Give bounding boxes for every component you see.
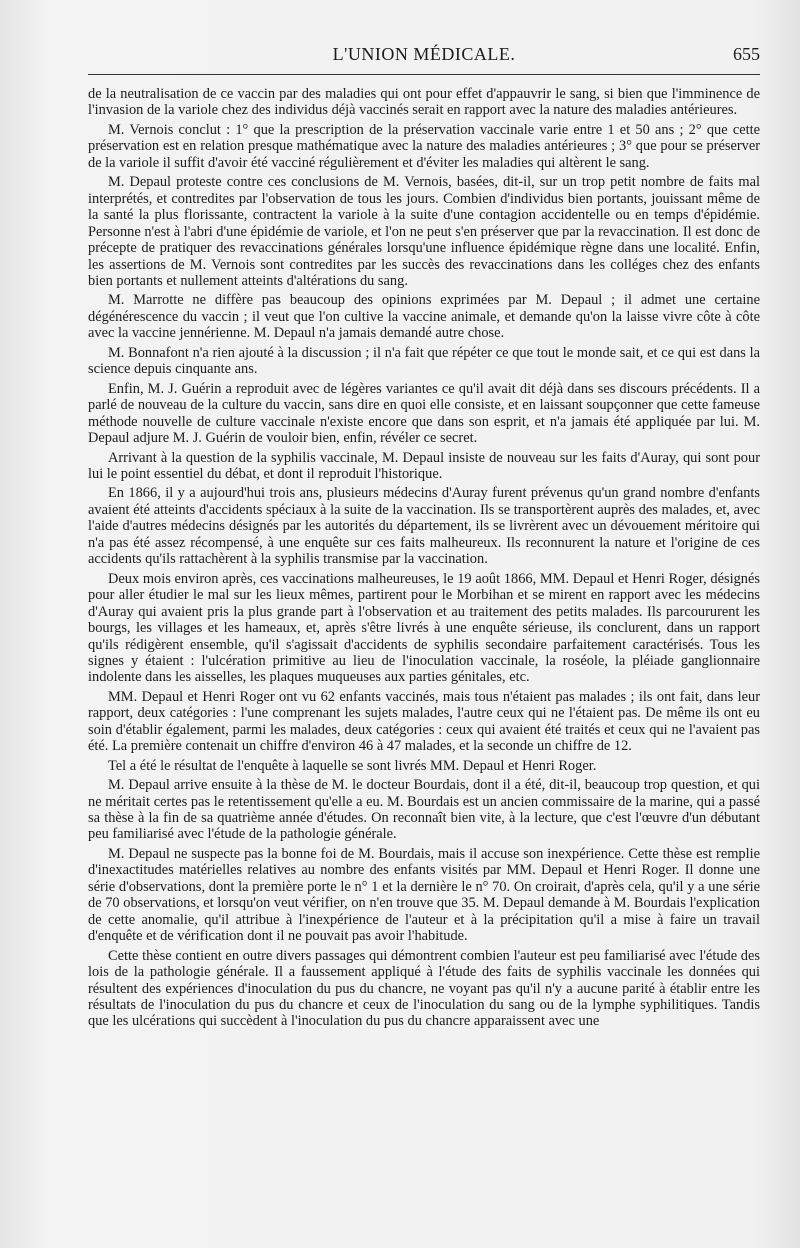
paragraph-13: M. Depaul ne suspecte pas la bonne foi de M. Bourdais, mais il accuse son inexpérience. Cette thèse est remplie d'inexactitudes matérielles relatives au nombre des enfants visités par MM. Depaul et Henri Roger. Il donne une série d'observations, dont la première porte le n° 1 et la dernière le n° 70. On croirait, d'après cela, qu'il y a une série de 70 observations, et lorsqu'on veut vérifier, on n'en trouve que 35. M. Depaul demande à M. Bourdais l'explication de cette anomalie, qu'il attribue à l'inexpérience de l'auteur et à la précipitation qu'il a mise à faire un travail d'enquête et de vérification dont il ne pouvait pas avoir l'habitude. bbox=[88, 845, 760, 945]
running-header bbox=[88, 44, 760, 70]
journal-title: L'UNION MÉDICALE. bbox=[332, 44, 516, 64]
header-rule bbox=[88, 74, 760, 75]
paragraph-8: En 1866, il y a aujourd'hui trois ans, plusieurs médecins d'Auray furent prévenus qu'un grand nombre d'enfants avaient été atteints d'accidents spéciaux à la suite de la vaccination. Ils se transportèrent auprès des malades, et, avec l'aide d'autres médecins désignés par les autorités du département, ils se livrèrent avec un dévouement méritoire qui n'a pas été assez récompensé, à une enquête sur ces faits malheureux. Ils reconnurent la nature et l'origine de ces accidents qu'ils rattachèrent à la syphilis transmise par la vaccination. bbox=[88, 485, 760, 568]
paragraph-10: MM. Depaul et Henri Roger ont vu 62 enfants vaccinés, mais tous n'étaient pas malades ; ils ont fait, dans leur rapport, deux catégories : l'une comprenant les sujets malades, l'autre ceux qui ne l'étaient pas. De même ils ont eu soin d'établir également, parmi les malades, deux catégories : ceux qui avaient été traités et ceux qui ne l'avaient pas été. La première contenait un chiffre d'environ 46 à 47 malades, et la seconde un chiffre de 12. bbox=[88, 688, 760, 755]
paragraph-5: M. Bonnafont n'a rien ajouté à la discussion ; il n'a fait que répéter ce que tout le monde sait, et ce qui est dans la science depuis cinquante ans. bbox=[88, 344, 760, 378]
article-body bbox=[88, 86, 760, 1033]
paragraph-14: Cette thèse contient en outre divers passages qui démontrent combien l'auteur est peu familiarisé avec l'étude des lois de la pathologie générale. Il a faussement appliqué à l'étude des faits de syphilis vaccinale les données qui résultent des expériences d'inoculation du pus du chancre, ne voyant pas qu'il n'y a aucune parité à établir entre les résultats de l'inoculation du pus du chancre et ceux de l'inoculation du sang ou de la lymphe syphilitiques. Tandis que les ulcérations qui succèdent à l'inoculation du pus du chancre apparaissent avec une bbox=[88, 947, 760, 1030]
paragraph-2: M. Vernois conclut : 1° que la prescription de la préservation vaccinale varie entre 1 et 50 ans ; 2° que cette préservation est en relation presque mathématique avec la nature des maladies antérieures ; 3° que pour se préserver de la variole il suffit d'avoir été vacciné régulièrement et d'éviter les maladies qui altèrent le sang. bbox=[88, 121, 760, 171]
page-number: 655 bbox=[733, 44, 760, 64]
paragraph-11: Tel a été le résultat de l'enquête à laquelle se sont livrés MM. Depaul et Henri Roger. bbox=[108, 757, 597, 774]
paragraph-6: Enfin, M. J. Guérin a reproduit avec de légères variantes ce qu'il avait dit déjà dans ses discours précédents. Il a parlé de nouveau de la culture du vaccin, sans dire en quoi elle consiste, et en laissant soupçonner que cette fameuse méthode nouvelle de culture vaccinale n'existe encore que dans son esprit, et n'a jamais été appliquée par lui. M. Depaul adjure M. J. Guérin de vouloir bien, enfin, révéler ce secret. bbox=[88, 380, 760, 447]
paragraph-7: Arrivant à la question de la syphilis vaccinale, M. Depaul insiste de nouveau sur les faits d'Auray, qui sont pour lui le point essentiel du débat, et dont il reproduit l'historique. bbox=[88, 449, 760, 482]
paragraph-3: M. Depaul proteste contre ces conclusions de M. Vernois, basées, dit-il, sur un trop petit nombre de faits mal interprétés, et contredites par l'observation de tous les jours. Combien d'individus bien portants, jouissant même de la santé la plus florissante, contractent la variole à la suite d'une contagion accidentelle ou en temps d'épidémie. Personne n'est à l'abri d'une épidémie de variole, et l'on ne peut s'en préserver que par la revaccination. Il est donc de précepte de pratiquer des revaccinations générales lorsqu'une influence épidémique règne dans une localité. Enfin, les assertions de M. Vernois sont contredites par les succès des revaccinations dans les colléges chez des enfants bien portants et nullement atteints d'altérations du sang. bbox=[88, 174, 760, 289]
paragraph-1: de la neutralisation de ce vaccin par des maladies qui ont pour effet d'appauvrir le sang, si bien que l'imminence de l'invasion de la variole chez des individus déjà vaccinés serait en rapport avec la nature des maladies antérieures. bbox=[88, 86, 760, 119]
paragraph-12: M. Depaul arrive ensuite à la thèse de M. le docteur Bourdais, dont il a été, dit-il, beaucoup trop question, et qui ne méritait certes pas le retentissement qu'elle a eu. M. Bourdais est un ancien commissaire de la marine, qui a passé sa thèse à la fin de sa quatrième année d'études. On reconnaît bien vite, à la lecture, que c'est l'œuvre d'un débutant peu familiarisé avec l'étude de la pathologie générale. bbox=[88, 777, 760, 843]
paragraph-9: Deux mois environ après, ces vaccinations malheureuses, le 19 août 1866, MM. Depaul et Henri Roger, désignés pour aller étudier le mal sur les lieux mêmes, partirent pour le Morbihan et se mirent en rapport avec les médecins d'Auray qui avaient pris la plus grande part à l'observation et au traitement des petits malades. Ils parcoururent les bourgs, les villages et les hameaux, et, après s'être livrés à une enquête sérieuse, ils conclurent, dans un rapport qu'ils rédigèrent ensemble, qu'il s'agissait d'accidents de syphilis secondaire parfaitement caractérisés. Tous les signes y étaient : l'ulcération primitive au lieu de l'inoculation vaccinale, la roséole, la pléiade ganglionnaire indolente dans les aisselles, les plaques muqueuses aux parties génitales, etc. bbox=[88, 570, 760, 686]
paragraph-4: M. Marrotte ne diffère pas beaucoup des opinions exprimées par M. Depaul ; il admet une certaine dégénérescence du vaccin ; il veut que l'on cultive la vaccine animale, et demande qu'on la laisse vivre côte à côte avec la vaccine jennérienne. M. Depaul n'a jamais demandé autre chose. bbox=[88, 292, 760, 342]
